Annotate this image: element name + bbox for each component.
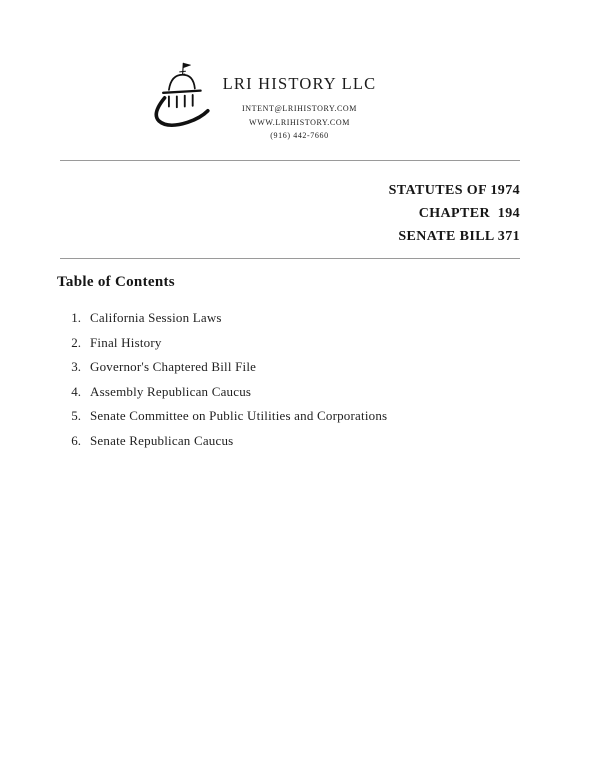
website-text: WWW.LRIHISTORY.COM [249,117,350,127]
company-name: LRI HISTORY LLC [222,74,377,93]
toc-item [57,311,537,325]
toc-item [57,360,537,374]
table-of-contents [57,274,537,458]
email-text: INTENT@LRIHISTORY.COM [241,104,357,113]
toc-item [57,385,537,399]
toc-item-text: California Session Laws [90,310,222,325]
toc-title: Table of Contents [57,274,175,290]
senate-bill-line: SENATE BILL 371 [398,229,520,244]
toc-item-number: 1. [71,310,81,325]
toc-item [57,409,537,423]
bill-reference-block [389,179,520,248]
toc-item [57,336,537,350]
toc-item-number: 3. [71,359,81,374]
toc-item-text: Senate Republican Caucus [90,432,234,448]
toc-list [57,311,537,448]
toc-item-text: Assembly Republican Caucus [90,383,252,399]
toc-item [57,434,537,448]
toc-item-number: 6. [71,432,81,448]
letterhead [212,74,387,143]
chapter-line: CHAPTER 194 [418,206,520,221]
toc-item-number: 2. [71,334,81,350]
bottom-divider [60,258,520,259]
toc-item-number: 5. [71,408,81,423]
toc-item-text: Governor's Chaptered Bill File [90,359,257,374]
phone-text: (916) 442-7660 [270,131,329,140]
toc-item-number: 4. [71,383,81,399]
top-divider [60,160,520,161]
toc-item-text: Final History [90,334,162,350]
toc-item-text: Senate Committee on Public Utilities and Corporations [90,408,388,423]
statutes-line: STATUTES OF 1974 [388,183,520,198]
capitol-sketch-logo-icon [143,60,215,140]
